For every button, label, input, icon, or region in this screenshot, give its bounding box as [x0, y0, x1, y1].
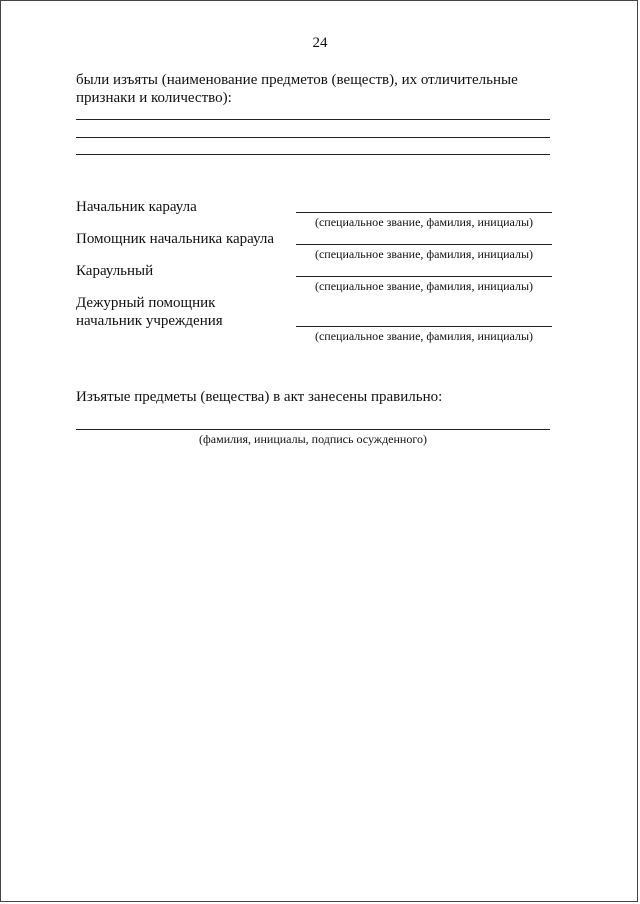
signature-label-duty-assistant-line-2: начальник учреждения [76, 313, 223, 329]
signature-line-chief [296, 212, 552, 213]
signature-line-guard [296, 276, 552, 277]
items-line-1 [76, 119, 550, 120]
intro-line-2: признаки и количество): [76, 90, 232, 106]
signature-caption-assistant-chief: (специальное звание, фамилия, инициалы) [314, 247, 534, 261]
signature-caption-guard: (специальное звание, фамилия, инициалы) [314, 279, 534, 293]
signature-label-chief: Начальник караула [76, 199, 197, 215]
signature-label-guard: Караульный [76, 263, 154, 279]
intro-line-1: были изъяты (наименование предметов (веществ), их отличительные [76, 72, 518, 88]
items-line-3 [76, 154, 550, 155]
signature-caption-chief: (специальное звание, фамилия, инициалы) [314, 215, 534, 229]
confirm-text: Изъятые предметы (вещества) в акт занесены правильно: [76, 389, 443, 405]
confirm-signature-line [76, 429, 550, 430]
confirm-caption: (фамилия, инициалы, подпись осужденного) [199, 432, 427, 446]
signature-label-duty-assistant-line-1: Дежурный помощник [76, 295, 216, 311]
page-number: 24 [312, 35, 328, 51]
items-line-2 [76, 137, 550, 138]
signature-line-duty-assistant [296, 326, 552, 327]
signature-line-assistant-chief [296, 244, 552, 245]
signature-label-assistant-chief: Помощник начальника караула [76, 231, 275, 247]
signature-caption-duty-assistant: (специальное звание, фамилия, инициалы) [314, 329, 534, 343]
